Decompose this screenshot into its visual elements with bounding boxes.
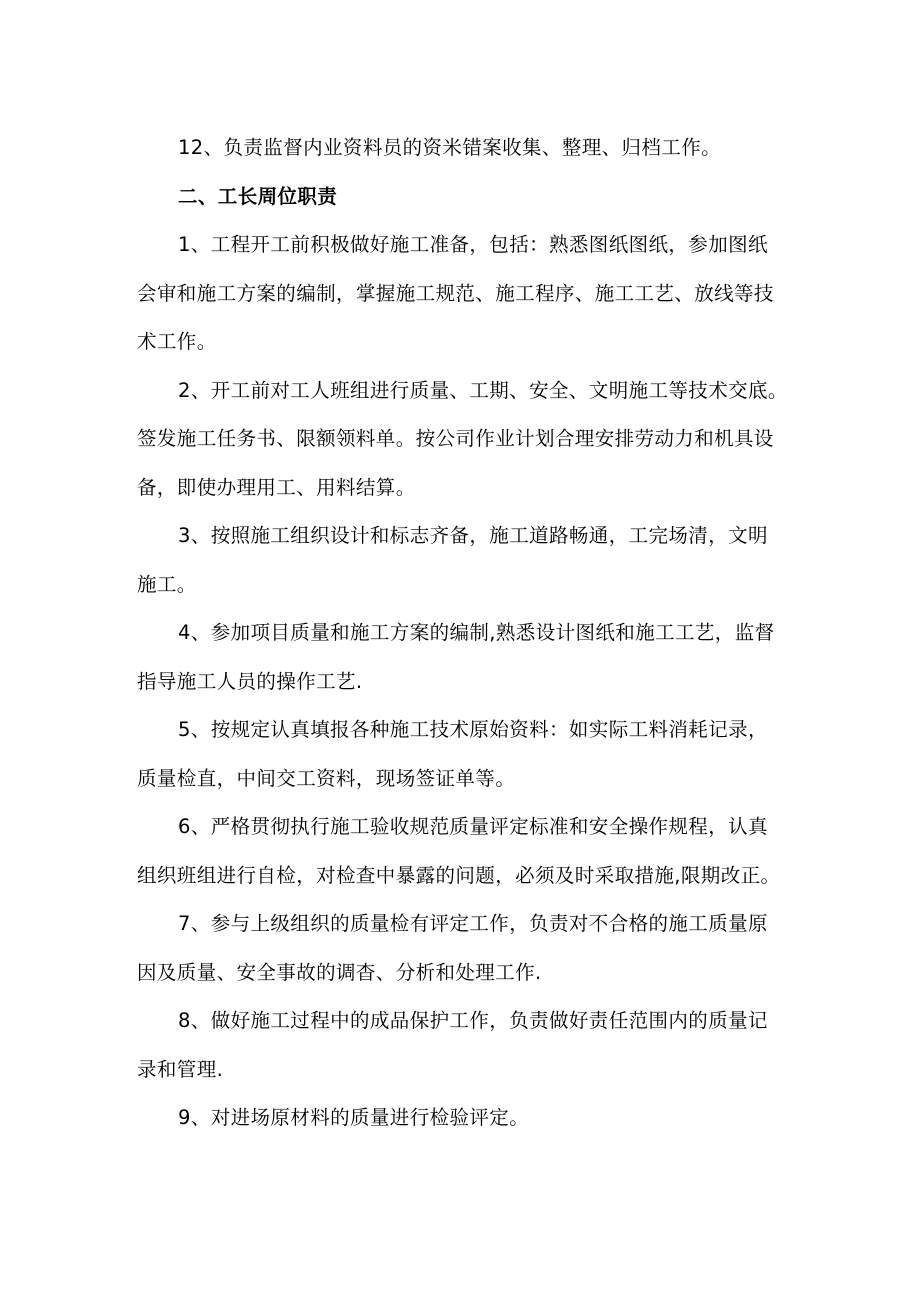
item-2-line-2: 签发施工任务书、限额领料单。按公司作业计划合理安排劳动力和机具设 <box>137 427 774 450</box>
item-8-line-2: 录和管理. <box>137 1057 224 1081</box>
item-7-line-1: 7、参与上级组织的质量检有评定工作，负责对不合格的施工质量原 <box>178 912 768 935</box>
item-6-line-2: 组织班组进行自检，对检查中暴露的问题，必须及时采取措施,限期改正。 <box>137 863 781 887</box>
item-2-line-1: 2、开工前对工人班组进行质量、工期、安全、文明施工等技术交底。 <box>178 378 788 402</box>
item-3-line-2: 施工。 <box>137 572 197 596</box>
item-1-line-1: 1、工程开工前积极做好施工准备，包括：熟悉图纸图纸，参加图纸 <box>178 233 768 256</box>
item-5-line-2: 质量检直，中间交工资料，现场签证单等。 <box>137 766 516 790</box>
item-6-paragraph <box>137 803 785 900</box>
section-title <box>137 173 785 222</box>
item-8-line-1: 8、做好施工过程中的成品保护工作，负责做好责任范围内的质量记 <box>178 1009 768 1032</box>
section-title-text: 二、工长周位职责 <box>178 184 338 208</box>
item-12-paragraph <box>137 124 785 173</box>
item-2-paragraph <box>137 367 788 513</box>
item-3-paragraph <box>137 512 785 609</box>
item-5-paragraph <box>137 706 785 803</box>
item-7-line-2: 因及质量、安全事故的调杳、分析和处理工作. <box>137 960 542 984</box>
item-2-line-3: 备，即使办理用工、用料结算。 <box>137 475 416 499</box>
document-body <box>137 124 788 1143</box>
item-4-line-1: 4、参加项目质量和施工方案的编制,熟悉设计图纸和施工工艺，监督 <box>178 621 775 644</box>
item-4-line-2: 指导施工人员的操作工艺. <box>137 669 363 693</box>
item-3-line-1: 3、按照施工组织设计和标志齐备，施工道路畅通，工完场清，文明 <box>178 524 768 547</box>
item-8-paragraph <box>137 997 785 1094</box>
item-7-paragraph <box>137 900 785 997</box>
item-12-line: 12、负责监督内业资料员的资米错案收集、整理、归档工作。 <box>178 136 722 159</box>
item-9-paragraph <box>137 1094 785 1143</box>
item-6-line-1: 6、严格贯彻执行施工验收规范质量评定标准和安全操作规程，认真 <box>178 815 768 838</box>
item-5-line-1: 5、按规定认真填报各种施工技术原始资料：如实际工料消耗记录， <box>178 718 768 741</box>
item-1-line-3: 术工作。 <box>137 330 217 353</box>
item-1-paragraph <box>137 221 785 367</box>
item-9-line-1: 9、对进场原材料的质量进行检验评定。 <box>178 1106 530 1129</box>
item-4-paragraph <box>137 609 785 706</box>
item-1-line-2: 会审和施工方案的编制，掌握施工规范、施工程序、施工工艺、放线等技 <box>137 281 774 305</box>
